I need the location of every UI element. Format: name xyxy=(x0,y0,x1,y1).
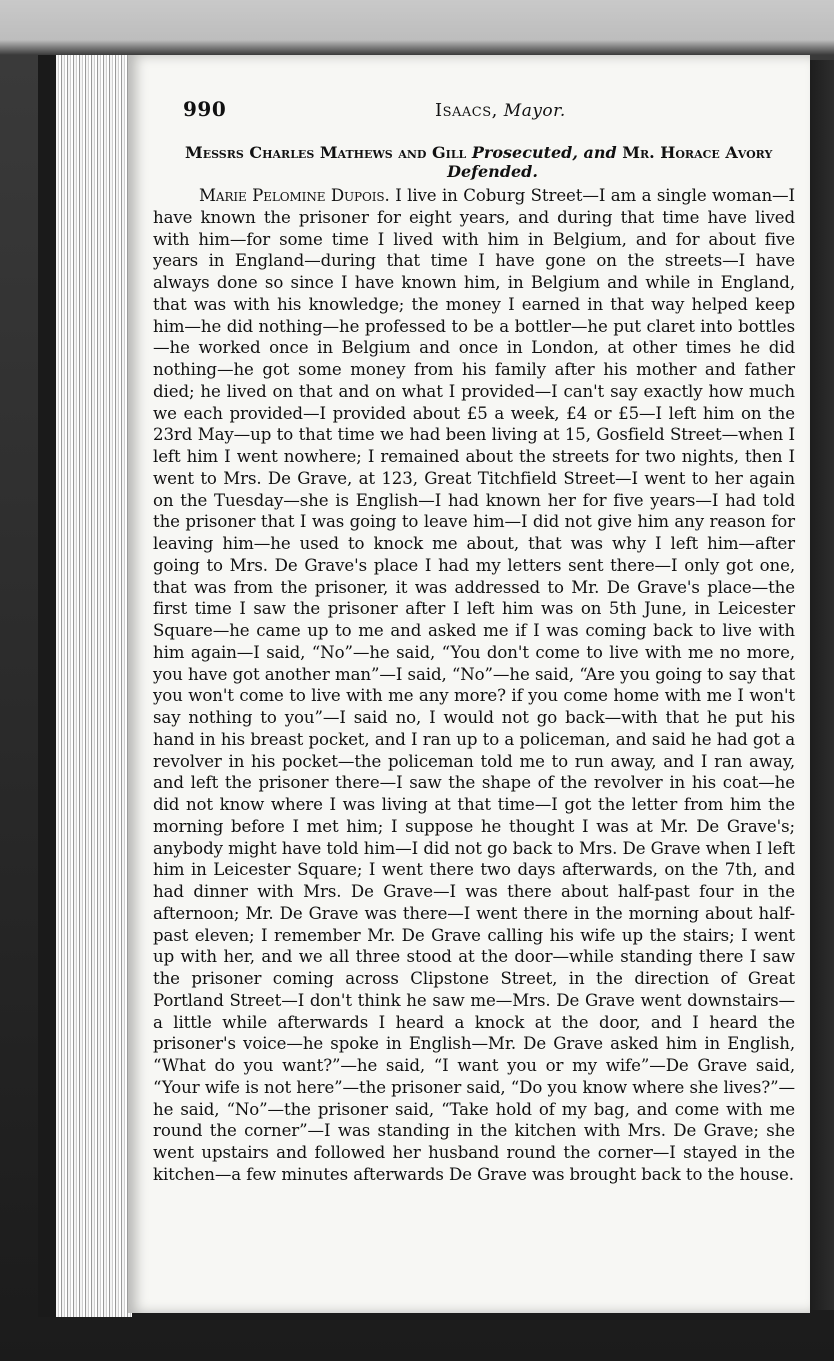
prosecution-label: Prosecuted, and xyxy=(471,143,617,162)
page xyxy=(128,55,810,1313)
counsel-first-line xyxy=(185,143,800,162)
running-head xyxy=(435,100,566,121)
defence-label: Defended. xyxy=(447,162,538,181)
running-head-name: Isaacs, xyxy=(435,100,498,121)
testimony-paragraph xyxy=(153,185,795,1186)
testimony-text: I live in Coburg Street—I am a single woman—I have known the prisoner for eight years, and during that time have lived with him—for some time I lived with him in Belgium, and for about five years in England—during that time I have gone on the streets—I have always done so since I have known him, in Belgium and while in England, that was with his knowledge; the money I earned in that way helped keep him—he did nothing—he professed to be a bottler—he put claret into bottles—he worked once in Belgium and once in London, at other times he did nothing—he got some money from his family after his mother and father died; he lived on that and on what I provided—I can't say exactly how much we each provided—I provided about £5 a week, £4 or £5—I left him on the 23rd May—up to that time we had been living at 15, Gosfield Street—when I left him I went nowhere; I remained about the streets for two nights, then I went to Mrs. De Grave, at 123, Great Titchfield Street—I went to her again on the Tuesday—she is English—I had known her for five years—I had told the prisoner that I was going to leave him—I did not give him any reason for leaving him—he used to knock me about, that was why I left him—after going to Mrs. De Grave's place I had my letters sent there—I only got one, that was from the prisoner, it was addressed to Mr. De Grave's place—the first time I saw the prisoner after I left him was on 5th June, in Leicester Square—he came up to me and asked me if I was coming back to live with him again—I said, “No”—he said, “You don't come to live with me no more, you have got another man”—I said, “No”—he said, “Are you going to say that you won't come to live with me any more? if you come home with me I won't say nothing to you”—I said no, I would not go back—with that he put his hand in his breast pocket, and I ran up to a policeman, and said he had got a revolver in his pocket—the policeman told me to run away, and I ran away, and left the prisoner there—I saw the shape of the revolver in his coat—he did not know where I was living at that time—I got the letter from him the morning before I met him; I suppose he thought I was at Mr. De Grave's; anybody might have told him—I did not go back to Mrs. De Grave when I left him in Leicester Square; I went there two days afterwards, on the 7th, and had dinner with Mrs. De Grave—I was there about half-past four in the afternoon; Mr. De Grave was there—I went there in the morning about half-past eleven; I remember Mr. De Grave calling his wife up the stairs; I went up with her, and we all three stood at the door—while standing there I saw the prisoner coming across Clipstone Street, in the direction of Great Portland Street—I don't think he saw me—Mrs. De Grave went downstairs—a little while afterwards I heard a knock at the door, and I heard the prisoner's voice—he spoke in English—Mr. De Grave asked him in English, “What do you want?”—he said, “I want you or my wife”—De Grave said, “Your wife is not here”—the prisoner said, “Do you know where she lives?”—he said, “No”—the prisoner said, “Take hold of my bag, and come with me round the corner”—I was standing in the kitchen with Mrs. De Grave; she went upstairs and followed her husband round the corner—I stayed in the kitchen—a few minutes afterwards De Grave was brought back to the house. xyxy=(153,186,795,1184)
page-number: 990 xyxy=(183,97,227,121)
counsel-line xyxy=(185,143,800,181)
witness-name: Marie Pelomine Dupois. xyxy=(199,186,390,205)
prosecution-counsel: Messrs Charles Mathews and Gill xyxy=(185,143,467,162)
book-page-edges xyxy=(38,55,132,1317)
defence-counsel: Mr. Horace Avory xyxy=(622,143,773,162)
running-head-role: Mayor. xyxy=(503,101,566,121)
